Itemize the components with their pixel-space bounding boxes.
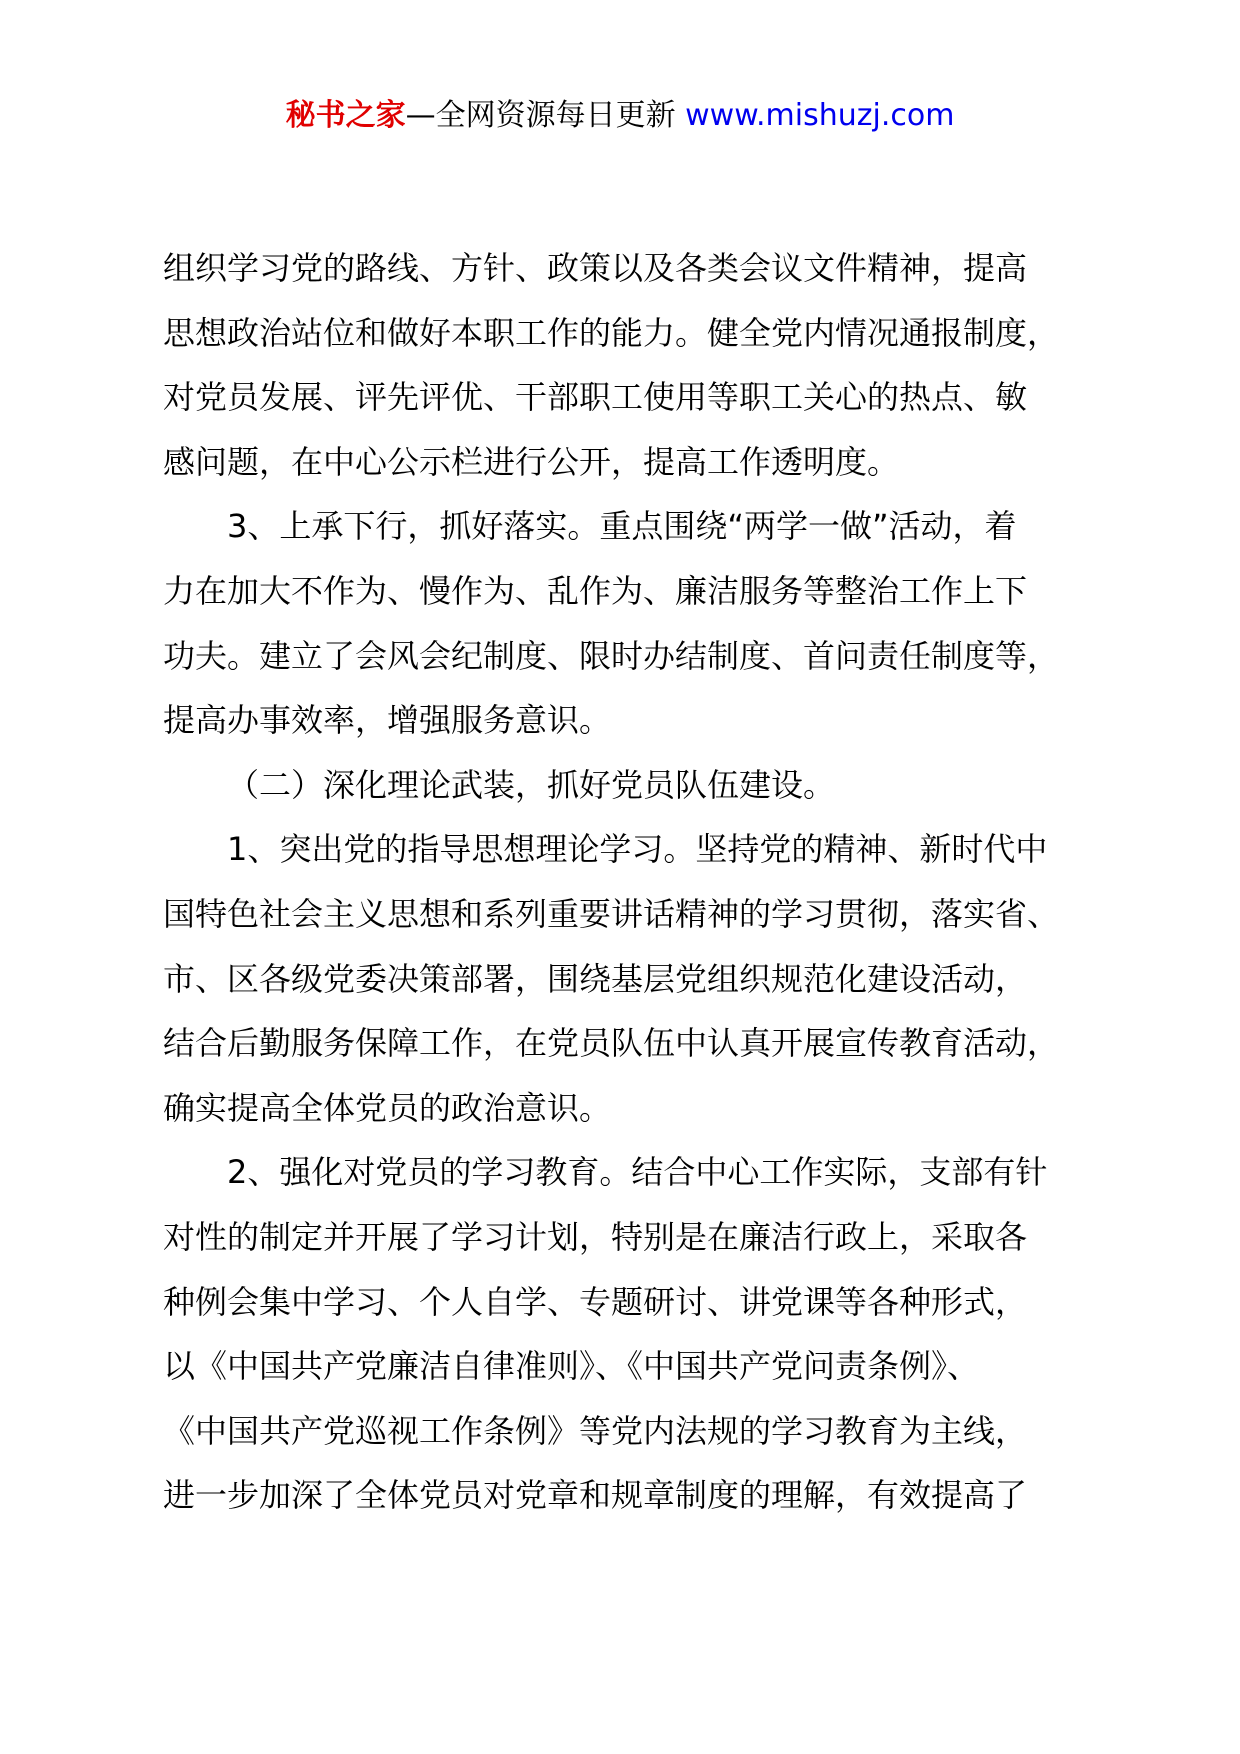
site-url-link[interactable]: www.mishuzj.com bbox=[685, 98, 955, 133]
body-line: 对党员发展、评先评优、干部职工使用等职工关心的热点、敏 bbox=[163, 378, 1028, 417]
body-line: 《中国共产党巡视工作条例》等党内法规的学习教育为主线， bbox=[163, 1411, 1028, 1450]
body-line: 进一步加深了全体党员对党章和规章制度的理解，有效提高了 bbox=[163, 1476, 1028, 1515]
body-line: 3、上承下行，抓好落实。重点围绕“两学一做”活动，着 bbox=[227, 507, 1017, 546]
body-line: 国特色社会主义思想和系列重要讲话精神的学习贯彻，落实省、 bbox=[163, 894, 1060, 933]
body-line: 思想政治站位和做好本职工作的能力。健全党内情况通报制度， bbox=[163, 313, 1060, 352]
document-body bbox=[163, 236, 1123, 1528]
body-line: 力在加大不作为、慢作为、乱作为、廉洁服务等整治工作上下 bbox=[163, 571, 1028, 610]
body-line: 提高办事效率，增强服务意识。 bbox=[163, 701, 612, 740]
site-header bbox=[0, 96, 1240, 136]
body-line: 功夫。建立了会风会纪制度、限时办结制度、首问责任制度等， bbox=[163, 636, 1060, 675]
body-line: 市、区各级党委决策部署，围绕基层党组织规范化建设活动， bbox=[163, 959, 1028, 998]
body-line: 种例会集中学习、个人自学、专题研讨、讲党课等各种形式， bbox=[163, 1282, 1028, 1321]
body-line: 确实提高全体党员的政治意识。 bbox=[163, 1088, 612, 1127]
site-brand: 秘书之家 bbox=[285, 98, 406, 133]
section-heading: （二）深化理论武装，抓好党员队伍建设。 bbox=[227, 765, 836, 804]
body-line: 1、突出党的指导思想理论学习。坚持党的精神、新时代中 bbox=[227, 830, 1048, 869]
site-tagline: —全网资源每日更新 bbox=[405, 98, 686, 133]
body-line: 感问题，在中心公示栏进行公开，提高工作透明度。 bbox=[163, 442, 900, 481]
body-line: 对性的制定并开展了学习计划，特别是在廉洁行政上，采取各 bbox=[163, 1217, 1028, 1256]
body-line: 组织学习党的路线、方针、政策以及各类会议文件精神，提高 bbox=[163, 249, 1028, 287]
body-line: 以《中国共产党廉洁自律准则》、《中国共产党问责条例》、 bbox=[163, 1347, 980, 1386]
body-line: 2、强化对党员的学习教育。结合中心工作实际，支部有针 bbox=[227, 1153, 1048, 1192]
body-line: 结合后勤服务保障工作，在党员队伍中认真开展宣传教育活动， bbox=[163, 1024, 1060, 1063]
